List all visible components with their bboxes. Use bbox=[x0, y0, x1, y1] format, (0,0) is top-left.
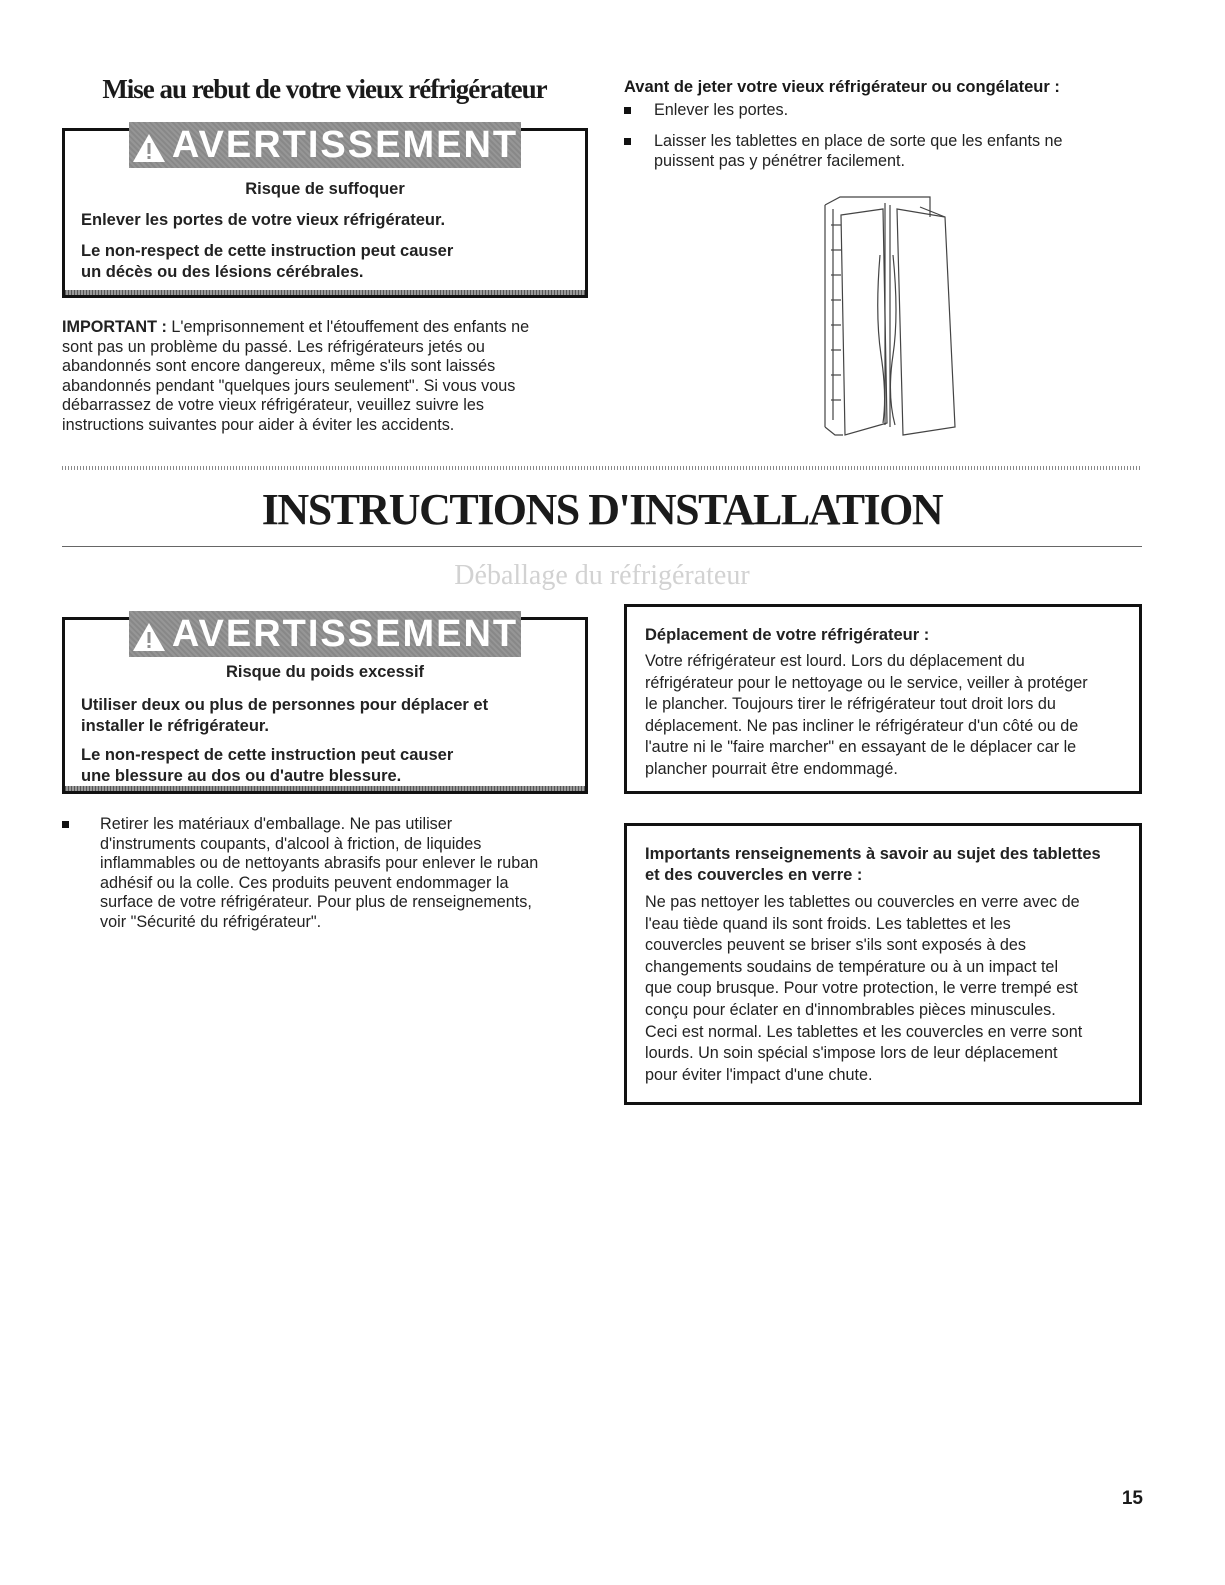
list-item-text: voir "Sécurité du réfrigérateur". bbox=[100, 912, 322, 931]
shelves-line: Ceci est normal. Les tablettes et les couvercles en verre sont bbox=[645, 1022, 1083, 1041]
list-item-text: Retirer les matériaux d'emballage. Ne pas utiliser bbox=[100, 815, 453, 833]
list-item-text: surface de votre réfrigérateur. Pour plus de renseignements, bbox=[100, 893, 532, 911]
warning-heading: AVERTISSEMENT bbox=[171, 612, 519, 655]
refrigerator-illustration bbox=[795, 195, 975, 440]
bullet-icon bbox=[624, 138, 631, 145]
shelves-line: que coup brusque. Pour votre protection, le verre trempé est bbox=[645, 979, 1078, 998]
moving-line: réfrigérateur pour le nettoyage ou le service, veiller à protéger bbox=[645, 673, 1088, 692]
warning-risk: Risque de suffoquer bbox=[245, 180, 405, 198]
list-item-text: Laisser les tablettes en place de sorte que les enfants ne bbox=[654, 132, 1063, 150]
moving-text bbox=[645, 651, 1129, 781]
shelves-line: lourds. Un soin spécial s'impose lors de leur déplacement bbox=[645, 1044, 1058, 1063]
shelves-line: pour éviter l'impact d'une chute. bbox=[645, 1065, 873, 1084]
disposal-title: Mise au rebut de votre vieux réfrigérateur bbox=[102, 74, 547, 104]
unpacking-subtitle: Déballage du réfrigérateur bbox=[454, 560, 750, 591]
section-divider bbox=[62, 466, 1142, 470]
list-item-text: puissent pas y pénétrer facilement. bbox=[654, 151, 906, 170]
warning-instruction: installer le réfrigérateur. bbox=[81, 717, 270, 735]
glass-shelves-info-box bbox=[624, 823, 1142, 1105]
moving-line: l'autre ni le "faire marcher" en essayant de le déplacer car le bbox=[645, 738, 1077, 757]
important-line: débarrassez de votre vieux réfrigérateur, veuillez suivre les bbox=[62, 396, 484, 414]
shelves-line: Ne pas nettoyer les tablettes ou couvercles en verre avec de bbox=[645, 893, 1080, 911]
moving-info-box bbox=[624, 604, 1142, 794]
warning-bottom-band bbox=[65, 786, 585, 791]
installation-title: INSTRUCTIONS D'INSTALLATION bbox=[261, 485, 943, 534]
shelves-text bbox=[645, 892, 1129, 1086]
list-item-text: adhésif ou la colle. Ces produits peuvent endommager la bbox=[100, 873, 509, 892]
moving-line: déplacement. Ne pas incliner le réfrigérateur d'un côté ou de bbox=[645, 716, 1079, 735]
important-paragraph bbox=[62, 318, 592, 435]
important-line: sont pas un problème du passé. Les réfrigérateurs jetés ou bbox=[62, 337, 485, 356]
shelves-title bbox=[645, 844, 1129, 886]
important-label: IMPORTANT : bbox=[62, 318, 167, 336]
important-line: abandonnés pendant "quelques jours seulement". Si vous vous bbox=[62, 376, 516, 395]
shelves-line: conçu pour éclater en d'innombrables pièces minuscules. bbox=[645, 1000, 1056, 1019]
important-line: instructions suivantes pour aider à éviter les accidents. bbox=[62, 415, 455, 434]
list-item bbox=[62, 815, 602, 932]
title-underline bbox=[62, 546, 1142, 547]
shelves-line: changements soudains de température ou à un impact tel bbox=[645, 957, 1059, 976]
list-item-text: inflammables ou de nettoyants abrasifs pour enlever le ruban bbox=[100, 854, 539, 872]
shelves-line: l'eau tiède quand ils sont froids. Les tablettes et les bbox=[645, 914, 1011, 933]
bullet-icon bbox=[624, 107, 631, 114]
bullet-icon bbox=[62, 821, 69, 828]
warning-consequence-2: un décès ou des lésions cérébrales. bbox=[81, 263, 364, 281]
warning-consequence-1: Le non-respect de cette instruction peut causer bbox=[81, 242, 454, 260]
warning-instruction: Utiliser deux ou plus de personnes pour déplacer et bbox=[81, 696, 489, 714]
warning-risk: Risque du poids excessif bbox=[225, 663, 425, 681]
shelves-title-line: et des couvercles en verre : bbox=[645, 866, 863, 884]
list-item-text: d'instruments coupants, d'alcool à friction, de liquides bbox=[100, 834, 482, 853]
warning-triangle-icon bbox=[132, 130, 166, 160]
list-item-text: Enlever les portes. bbox=[654, 101, 789, 119]
warning-instruction: Enlever les portes de votre vieux réfrigérateur. bbox=[81, 211, 446, 229]
list-item bbox=[624, 132, 1144, 171]
warning-banner bbox=[129, 611, 521, 657]
suffocation-warning-box bbox=[62, 123, 588, 298]
warning-consequence-1: Le non-respect de cette instruction peut causer bbox=[81, 746, 454, 764]
warning-heading: AVERTISSEMENT bbox=[171, 123, 519, 166]
warning-triangle-icon bbox=[132, 619, 166, 649]
shelves-line: couvercles peuvent se briser s'ils sont exposés à des bbox=[645, 936, 1026, 955]
warning-consequence-2: une blessure au dos ou d'autre blessure. bbox=[81, 767, 402, 785]
list-item bbox=[624, 101, 1144, 121]
moving-line: plancher pourrait être endommagé. bbox=[645, 759, 898, 778]
moving-line: le plancher. Toujours tirer le réfrigérateur tout droit lors du bbox=[645, 695, 1056, 714]
page-number: 15 bbox=[1121, 1488, 1143, 1509]
warning-banner bbox=[129, 122, 521, 168]
weight-warning-box bbox=[62, 612, 588, 794]
shelves-title-line: Importants renseignements à savoir au sujet des tablettes bbox=[645, 845, 1101, 863]
important-line: L'emprisonnement et l'étouffement des enfants ne bbox=[166, 318, 530, 336]
before-disposal-title: Avant de jeter votre vieux réfrigérateur ou congélateur : bbox=[624, 78, 1060, 96]
moving-title: Déplacement de votre réfrigérateur : bbox=[645, 626, 930, 644]
warning-bottom-band bbox=[65, 290, 585, 295]
important-line: abandonnés sont encore dangereux, même s'ils sont laissés bbox=[62, 357, 496, 375]
moving-line: Votre réfrigérateur est lourd. Lors du déplacement du bbox=[645, 652, 1025, 670]
